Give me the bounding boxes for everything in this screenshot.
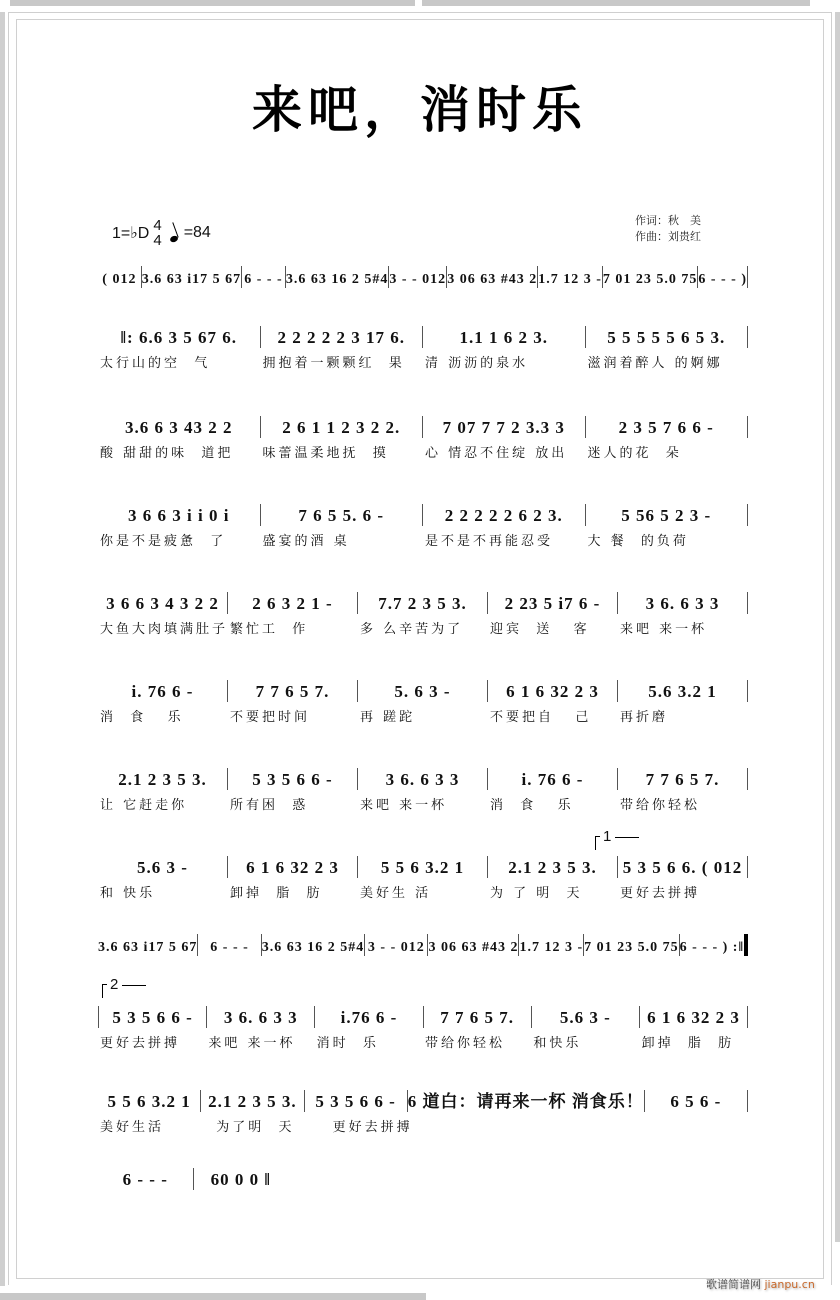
notes-line (98, 322, 748, 348)
measure: 7.7 2 3 5 3. (378, 594, 467, 613)
barline (747, 680, 748, 702)
measure: 3 6 6 3 4 3 2 2 (106, 594, 219, 613)
notes-line (98, 852, 748, 878)
score-row-1 (98, 322, 748, 374)
barline (747, 504, 748, 526)
notes-line (98, 764, 748, 790)
measure: 3.6 63 16 2 5#4 (285, 272, 389, 287)
notes-line (98, 1002, 748, 1028)
lyric: 酸 甜甜的味 道把 (100, 446, 234, 461)
score-row-7 (98, 852, 748, 904)
key-signature (112, 218, 211, 248)
measure: 6 1 6 32 2 3 (506, 682, 599, 701)
measure: 2 23 5 i7 6 - (504, 594, 601, 613)
lyric: 滋润着醉人 的婀娜 (587, 356, 723, 371)
lyrics-line (98, 352, 748, 374)
lyric: 迎宾 送 客 (490, 622, 590, 637)
barline (747, 416, 748, 438)
measure: 5.6 3 - (137, 858, 188, 877)
notes-line (98, 262, 748, 288)
measure: i. 76 6 - (131, 682, 194, 701)
quarter-note-icon (169, 235, 179, 243)
measure: 3 - - 012 (389, 272, 447, 287)
score-row-6 (98, 764, 748, 816)
lyric: 不要把自 己 (490, 710, 592, 725)
lyric: 美好生 活 (360, 886, 432, 901)
score-row-3 (98, 500, 748, 552)
measure: 5 3 5 6 6 - (112, 1008, 193, 1027)
lyric: 大 餐 的负荷 (587, 534, 689, 549)
lyrics-line (98, 706, 748, 728)
barline (747, 326, 748, 348)
measure: 5 5 5 5 5 6 5 3. (607, 328, 726, 347)
measure: 2.1 2 3 5 3. (118, 770, 207, 789)
measure: i. 76 6 - (521, 770, 584, 789)
lyric: 让 它赶走你 (100, 798, 188, 813)
bottom-frame-bar (0, 1293, 426, 1300)
notes-line (98, 500, 748, 526)
measure: 5.6 3.2 1 (648, 682, 717, 701)
measure: 3.6 63 16 2 5#4 (261, 940, 365, 955)
score-row-interlude (98, 930, 748, 956)
lyric: 大鱼大肉填满肚子 (100, 622, 229, 637)
notes-line (98, 930, 748, 956)
measure: 3.6 63 i17 5 67 (98, 940, 198, 955)
volta-2-bracket: 2 (110, 976, 146, 993)
lyrics-line (98, 1116, 748, 1138)
lyric: 消 食 乐 (100, 710, 184, 725)
measure: 2.1 2 3 5 3. (208, 1092, 297, 1111)
measure: 3 6. 6 3 3 (385, 770, 460, 789)
measure: 3 6 6 3 i i 0 i (128, 506, 230, 525)
lyric: 美好生活 (100, 1120, 165, 1135)
measure: 3 06 63 #43 2 (428, 940, 519, 955)
measure: 2 3 5 7 6 6 - (618, 418, 714, 437)
measure: 6 - - - (210, 940, 249, 955)
lyric: 多 么辛苦为了 (360, 622, 464, 637)
measure: 3.6 6 3 43 2 2 (125, 418, 233, 437)
top-frame-bar-right (422, 0, 810, 6)
measure: 5 5 6 3.2 1 (107, 1092, 191, 1111)
song-title: 来吧，消时乐 (252, 80, 588, 139)
lyrics-line (98, 530, 748, 552)
barline (747, 1006, 748, 1028)
lyric: 拥抱着一颗颗红 果 (262, 356, 405, 371)
barline (747, 592, 748, 614)
lyric: 来吧 来一杯 (360, 798, 448, 813)
lyric: 带给你轻松 (620, 798, 701, 813)
lyrics-line (98, 442, 748, 464)
measure: 5 5 6 3.2 1 (380, 858, 465, 877)
score-row-9 (98, 1002, 748, 1054)
lyric: 和 快乐 (100, 886, 156, 901)
lyric: 更好去拼搏 (100, 1036, 181, 1051)
measure: 6 1 6 32 2 3 (246, 858, 339, 877)
lyric (632, 1116, 748, 1138)
lyric: 清 沥沥的泉水 (425, 356, 529, 371)
lyric: 迷人的花 朵 (587, 446, 682, 461)
measure: 5 3 5 6 6 - (252, 770, 333, 789)
repeat-end-barline (744, 934, 748, 956)
measure: 2 6 1 1 2 3 2 2. (282, 418, 401, 437)
measure: 6 1 6 32 2 3 (647, 1008, 740, 1027)
measure: 60 0 0 ‖ (210, 1170, 271, 1189)
score-row-10 (98, 1086, 748, 1138)
measure-with-spoken-line: 6 道白：请再来一杯 消食乐！ (407, 1092, 644, 1111)
measure: 6 - - - (244, 272, 283, 287)
measure: 6 - - - ) (698, 272, 748, 287)
barline (747, 266, 748, 288)
barline (747, 1090, 748, 1112)
lyric: 不要把时间 (230, 710, 311, 725)
measure: 5. 6 3 - (394, 682, 451, 701)
credits (635, 213, 701, 245)
lyric: 来吧 来一杯 (620, 622, 708, 637)
measure: 1.1 1 6 2 3. (459, 328, 548, 347)
measure: 6 - - - ) :‖ (679, 940, 745, 955)
measure: 7 7 6 5 7. (440, 1008, 514, 1027)
score-row-5 (98, 676, 748, 728)
measure: 7 01 23 5.0 75 (602, 272, 698, 287)
measure: 1.7 12 3 - (519, 940, 584, 955)
right-frame-rail (835, 12, 840, 1242)
measure: 1.7 12 3 - (538, 272, 602, 287)
measure: 2.1 2 3 5 3. (508, 858, 597, 877)
key-label: 1=♭D (112, 225, 150, 242)
measure: 7 7 6 5 7. (255, 682, 330, 701)
notes-line (98, 676, 748, 702)
measure: 5 56 5 2 3 - (621, 506, 712, 525)
measure: 7 01 23 5.0 75 (584, 940, 679, 955)
lyric: 来吧 来一杯 (208, 1036, 296, 1051)
tempo: =84 (183, 224, 211, 241)
barline (747, 856, 748, 878)
watermark (706, 1276, 815, 1292)
lyric: 盛宴的酒 桌 (262, 534, 350, 549)
lyric: 和快乐 (533, 1036, 582, 1051)
volta-1-bracket: 1 (603, 828, 639, 845)
measure: 3.6 63 i17 5 67 (141, 272, 242, 287)
measure: 6 - - - (122, 1170, 168, 1189)
time-signature: 4 4 (153, 217, 162, 249)
lyric: 为了明 天 (216, 1120, 295, 1135)
lyric: 消时 乐 (316, 1036, 379, 1051)
lyrics-line (98, 618, 748, 640)
lyric: 味蕾温柔地抚 摸 (262, 446, 389, 461)
measure: 7 6 5 5. 6 - (298, 506, 385, 525)
lyric: 为 了 明 天 (490, 886, 583, 901)
measure: 3 06 63 #43 2 (447, 272, 538, 287)
top-frame-bar-left (10, 0, 415, 6)
notes-line (98, 588, 748, 614)
measure: 3 - - 012 (367, 940, 425, 955)
lyric: 卸掉 脂 肪 (641, 1036, 735, 1051)
lyric: 你是不是疲惫 了 (100, 534, 227, 549)
score-row-ending (98, 1164, 288, 1190)
score-row-2 (98, 412, 748, 464)
notes-line (98, 1164, 288, 1190)
lyric: 是不是不再能忍受 (425, 534, 554, 549)
measure: 7 07 7 7 2 3.3 3 (442, 418, 565, 437)
lyric: 带给你轻松 (424, 1036, 505, 1051)
lyric (447, 1116, 632, 1138)
notes-line (98, 412, 748, 438)
lyrics-line (98, 1032, 748, 1054)
lyric: 再 蹉跎 (360, 710, 416, 725)
left-frame-rail (0, 12, 5, 1286)
lyric: 心 情忍不住绽 放出 (425, 446, 568, 461)
measure: i.76 6 - (340, 1008, 398, 1027)
lyrics-line (98, 794, 748, 816)
measure: 2 2 2 2 2 6 2 3. (444, 506, 563, 525)
barline (747, 768, 748, 790)
composer: 作曲：刘贵红 (635, 231, 701, 243)
lyric: 再折磨 (620, 710, 669, 725)
lyrics-line (98, 882, 748, 904)
measure: 3 6. 6 3 3 (645, 594, 720, 613)
watermark-domain: jianpu.cn (764, 1278, 815, 1291)
measure: 3 6. 6 3 3 (223, 1008, 298, 1027)
measure: 5 3 5 6 6. ( 012 (622, 858, 743, 877)
lyric: 太行山的空 气 (100, 356, 211, 371)
measure: ‖: 6.6 3 5 67 6. (120, 328, 237, 347)
measure: 6 5 6 - (670, 1092, 722, 1111)
lyric: 繁忙工 作 (230, 622, 309, 637)
measure: ( 012 (102, 272, 137, 287)
lyric: 所有困 惑 (230, 798, 309, 813)
measure: 5.6 3 - (559, 1008, 611, 1027)
notes-line (98, 1086, 748, 1112)
measure: 7 7 6 5 7. (645, 770, 720, 789)
score-row-4 (98, 588, 748, 640)
score-row-intro (98, 262, 748, 288)
watermark-site-name: 歌谱简谱网 (706, 1278, 761, 1291)
lyric: 更好去拼搏 (332, 1120, 413, 1135)
lyricist: 作词：秋 美 (635, 215, 701, 227)
measure: 2 6 3 2 1 - (252, 594, 333, 613)
measure: 5 3 5 6 6 - (315, 1092, 396, 1111)
measure: 2 2 2 2 2 3 17 6. (277, 328, 405, 347)
lyric: 更好去拼搏 (620, 886, 701, 901)
lyric: 消 食 乐 (490, 798, 574, 813)
lyric: 卸掉 脂 肪 (230, 886, 323, 901)
